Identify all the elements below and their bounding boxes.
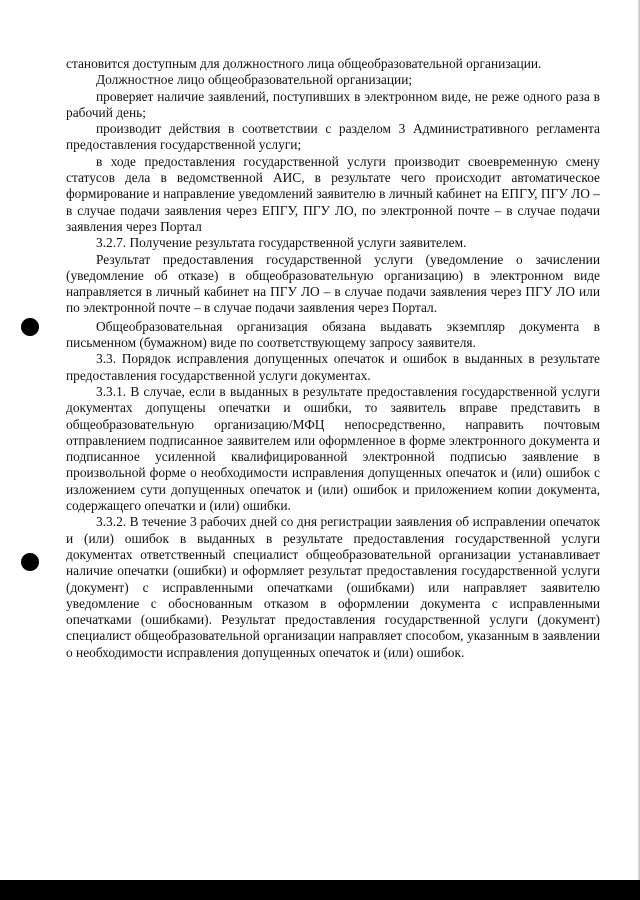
- paragraph-section-3-2-7: 3.2.7. Получение результата государственной услуги заявителем.: [96, 235, 467, 251]
- paragraph-section-3-3-2: 3.3.2. В течение 3 рабочих дней со дня регистрации заявления об исправлении опечаток и (или) ошибок в выданных в результате предоставления государственной услуги документах ответственный специалист общеобразовательной организации устанавливает наличие опечатки (ошибки) и оформляет результат предоставления государственной услуги (документ) с исправленными опечатками (ошибками) или направляет заявителю уведомление с обоснованным отказом в оформлении документа с исправленными опечатками (ошибками). Результат предоставления государственной услуги (документ) специалист общеобразовательной организации направляет способом, указанным в заявлении о необходимости исправления допущенных опечаток и (или) ошибок.: [66, 514, 600, 660]
- paragraph-section-3-3-1: 3.3.1. В случае, если в выданных в результате предоставления государственной услуги документах допущены опечатки и ошибки, то заявитель вправе представить в общеобразовательную организацию/МФЦ непосредственно, направить почтовым отправлением подписанное заявителем или оформленное в форме электронного документа и подписанное усиленной квалифицированной электронной подписью заявление в произвольной форме о необходимости исправления допущенных опечаток и (или) ошибок с изложением сути допущенных опечаток и (или) ошибок и приложением копии документа, содержащего опечатки и (или) ошибки.: [66, 383, 600, 514]
- punch-hole-top: [21, 318, 39, 336]
- paragraph-result-delivery: Результат предоставления государственной услуги (уведомление о зачислении (уведомление об отказе) в общеобразовательную организацию) в электронном виде направляется в личный кабинет на ПГУ ЛО – в случае подачи заявления через ПГУ ЛО или по электронной почте – в случае подачи заявления через Портал.: [66, 251, 600, 316]
- paragraph-section-3-3: 3.3. Порядок исправления допущенных опечаток и ошибок в выданных в результате предоставления государственной услуги документах.: [66, 351, 600, 383]
- paragraph-performs-actions: производит действия в соответствии с разделом 3 Административного регламента предоставления государственной услуги;: [66, 121, 600, 153]
- paragraph-status-changes: в ходе предоставления государственной услуги производит своевременную смену статусов дела в ведомственной АИС, в результате чего происходит автоматическое формирование и направление уведомлений заявителю в личный кабинет на ЕПГУ, ПГУ ЛО – в случае подачи заявления через ЕПГУ, ПГУ ЛО, по электронной почте – в случае подачи заявления через Портал: [66, 153, 600, 234]
- paragraph-continuation: становится доступным для должностного лица общеобразовательной организации.: [66, 56, 542, 71]
- punch-hole-bottom: [21, 553, 39, 571]
- paragraph-paper-copy: Общеобразовательная организация обязана выдавать экземпляр документа в письменном (бумажном) виде по соответствующему запросу заявителя.: [66, 318, 600, 351]
- document-page: [66, 56, 600, 661]
- scan-bottom-border: [0, 880, 640, 900]
- paragraph-checks-applications: проверяет наличие заявлений, поступивших в электронном виде, не реже одного раза в рабочий день;: [66, 88, 600, 120]
- paragraph-official: Должностное лицо общеобразовательной организации;: [96, 72, 413, 88]
